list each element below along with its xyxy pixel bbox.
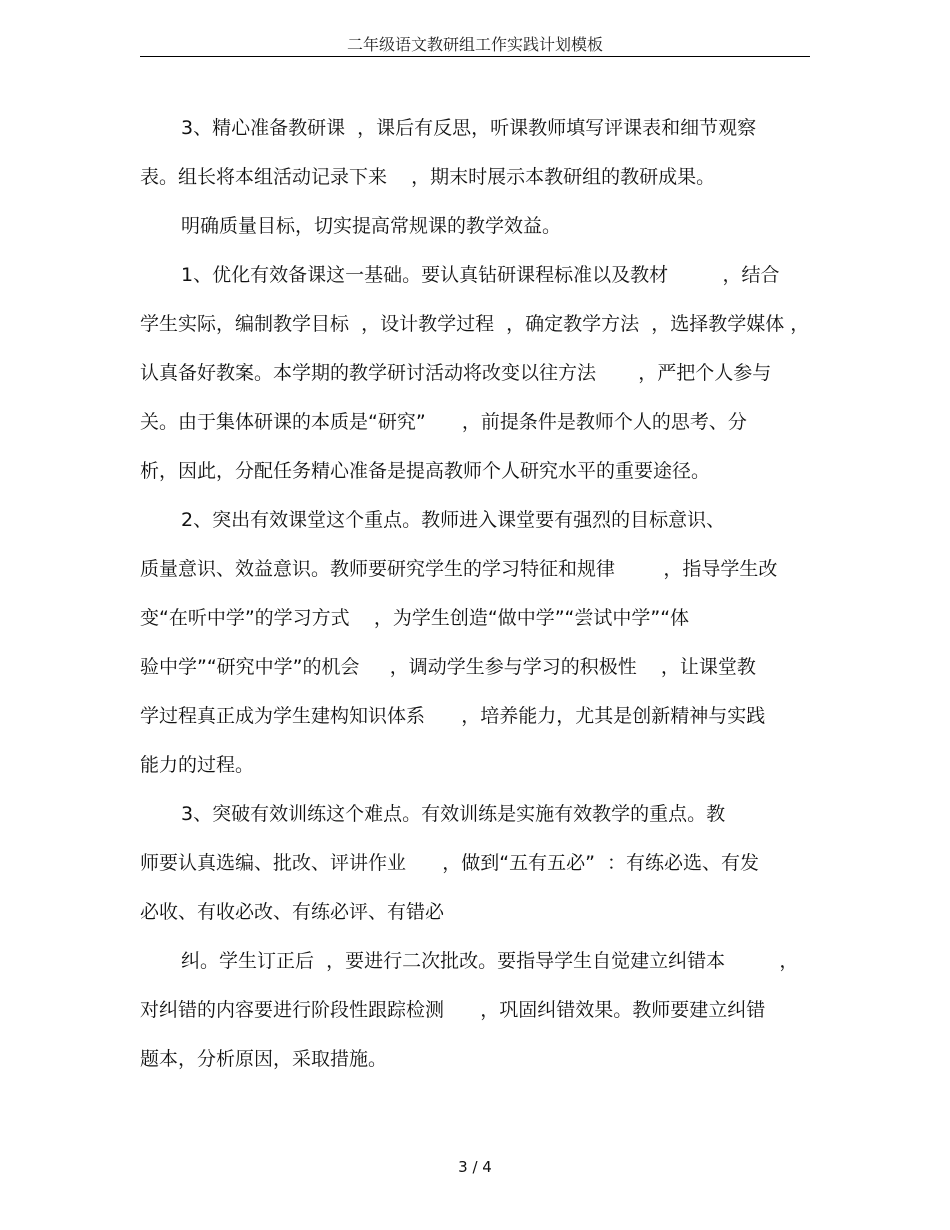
text-line: 能力的过程。 (140, 754, 255, 776)
text-line: 表。组长将本组活动记录下来 ，期末时展示本教研组的教研成果。 (140, 166, 716, 188)
text-line: 学过程真正成为学生建构知识体系 ，培养能力，尤其是创新精神与实践 (140, 705, 766, 727)
text-line: 质量意识、效益意识。教师要研究学生的学习特征和规律 ，指导学生改 (140, 558, 778, 580)
text-line: 3、精心准备教研课 ，课后有反思，听课教师填写评课表和细节观察 (181, 117, 757, 139)
text-line: 必收、有收必改、有练必评、有错必 (140, 901, 445, 923)
text-line: 对纠错的内容要进行阶段性跟踪检测 ，巩固纠错效果。教师要建立纠错 (140, 999, 766, 1021)
text-line: 关。由于集体研课的本质是“研究” ，前提条件是教师个人的思考、分 (140, 411, 747, 433)
text-line: 学生实际，编制教学目标 ，设计教学过程 ，确定教学方法 ，选择教学媒体 ， (140, 313, 810, 335)
header-divider (140, 56, 810, 57)
document-body (140, 104, 810, 1084)
text-line: 析，因此，分配任务精心准备是提高教师个人研究水平的重要途径。 (140, 460, 711, 482)
text-line: 认真备好教案。本学期的教学研讨活动将改变以往方法 ，严把个人参与 (140, 362, 772, 384)
text-line: 2、突出有效课堂这个重点。教师进入课堂要有强烈的目标意识、 (181, 509, 726, 531)
page-number: 3 / 4 (458, 1158, 492, 1176)
text-line: 变“在听中学”的学习方式 ，为学生创造“做中学”“尝试中学”“体 (140, 607, 690, 629)
text-line: 3、突破有效训练这个难点。有效训练是实施有效教学的重点。教 (181, 803, 726, 825)
page-header-title: 二年级语文教研组工作实践计划模板 (346, 35, 603, 54)
text-line: 师要认真选编、批改、评讲作业 ，做到“五有五必” ：有练必选、有发 (140, 852, 760, 874)
text-line: 明确质量目标，切实提高常规课的教学效益。 (181, 215, 562, 237)
text-line: 题本，分析原因，采取措施。 (140, 1048, 388, 1070)
text-line: 纠。学生订正后 ，要进行二次批改。要指导学生自觉建立纠错本 ， (181, 950, 799, 972)
text-line: 验中学”“研究中学”的机会 ，调动学生参与学习的积极性 ，让课堂教 (140, 656, 756, 678)
text-line: 1、优化有效备课这一基础。要认真钻研课程标准以及教材 ，结合 (181, 264, 780, 286)
